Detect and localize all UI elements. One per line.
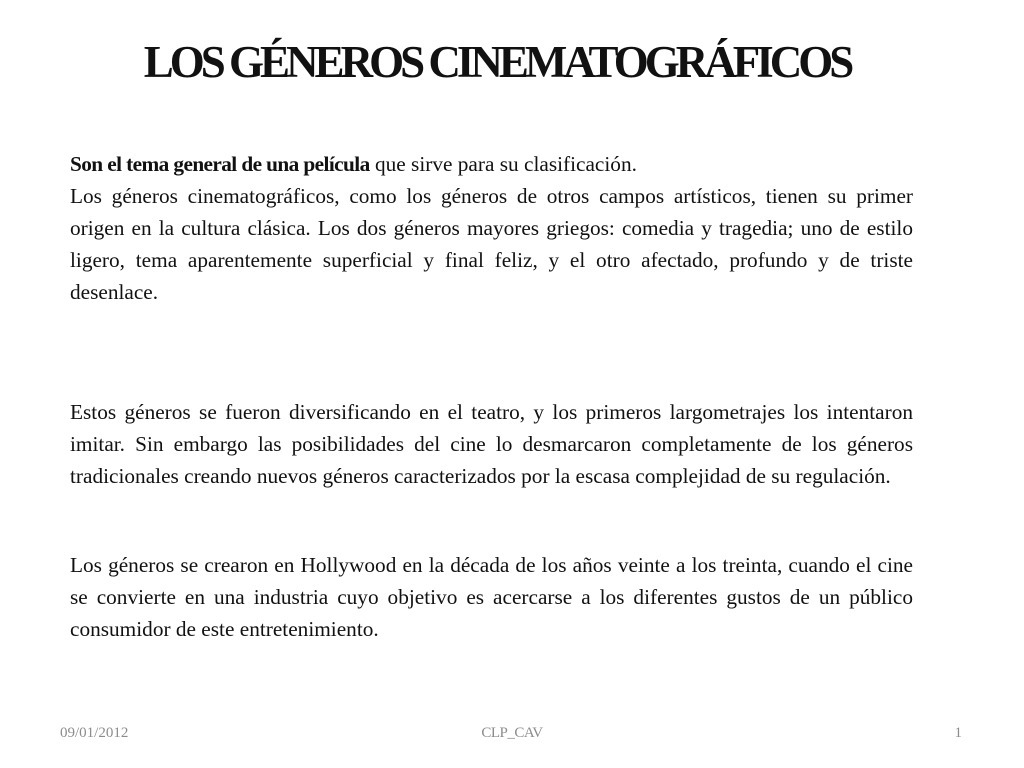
intro-lead-rest: que sirve para su clasificación. <box>369 152 637 176</box>
footer-date: 09/01/2012 <box>60 725 129 741</box>
paragraph-2-text: Estos géneros se fueron diversificando en el teatro, y los primeros largometrajes los intentaron imitar. Sin embargo las posibilidades del cine lo desmarcaron completamente de los géneros tradicionales creando nuevos géneros caracterizados por la escasa complejidad de su regulación. <box>70 400 913 488</box>
intro-bold-lead: Son el tema general de una película <box>70 152 370 176</box>
intro-lead-line <box>70 148 913 180</box>
intro-body: Los géneros cinematográficos, como los géneros de otros campos artísticos, tienen su primer origen en la cultura clásica. Los dos géneros mayores griegos: comedia y tragedia; uno de estilo ligero, tema aparentemente superficial y final feliz, y el otro afectado, profundo y de triste desenlace. <box>70 184 913 304</box>
paragraph-2 <box>70 396 913 492</box>
paragraph-3-text: Los géneros se crearon en Hollywood en la década de los años veinte a los treinta, cuando el cine se convierte en una industria cuyo objetivo es acercarse a los diferentes gustos de un público consumidor de este entretenimiento. <box>70 553 913 641</box>
intro-paragraph <box>70 148 913 308</box>
footer-center-label: CLP_CAV <box>481 725 543 741</box>
slide-title: LOS GÉNEROS CINEMATOGRÁFICOS <box>143 37 851 87</box>
footer-page-number: 1 <box>954 725 962 741</box>
paragraph-3 <box>70 549 913 645</box>
